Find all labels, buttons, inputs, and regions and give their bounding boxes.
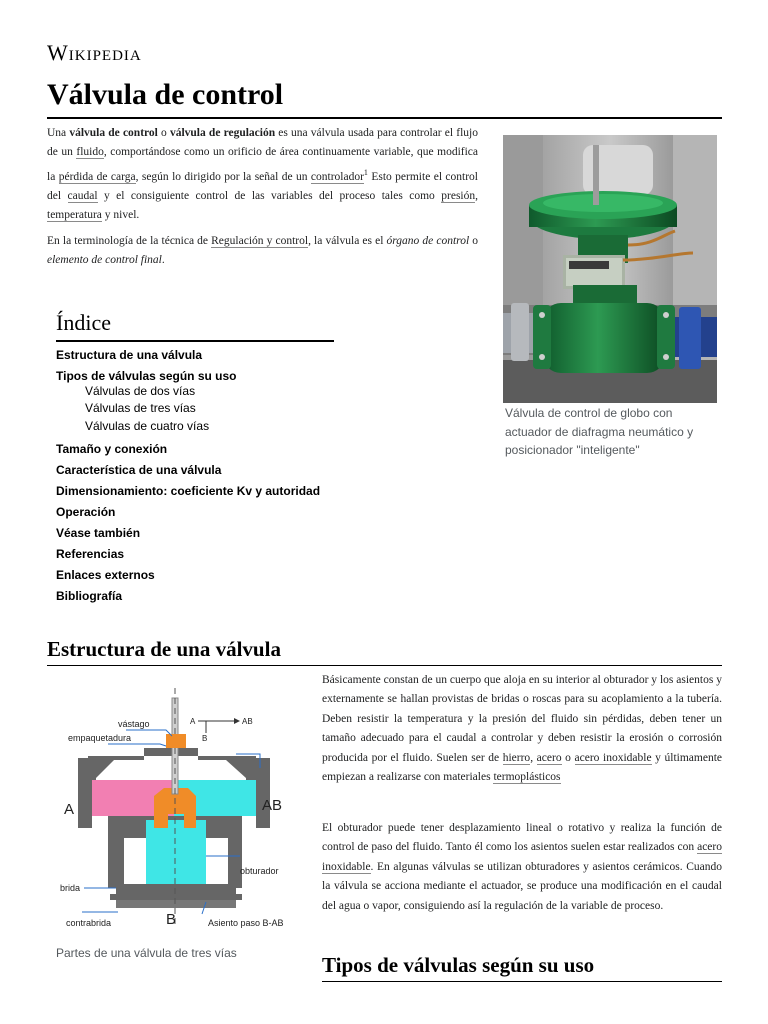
diagram-label-empaquetadura: empaquetadura [68,733,132,743]
link-fluido[interactable]: fluido [76,146,104,159]
toc-divider [56,340,334,342]
section-heading-estructura: Estructura de una válvula [47,637,281,661]
diagram-label-b: B [166,911,177,928]
link-termoplasticos[interactable]: termoplásticos [493,771,561,784]
section1-paragraph-2 [322,819,722,916]
italic-term: elemento de control final [47,254,162,267]
diagram-label-ab: AB [262,797,283,814]
three-way-valve-diagram[interactable] [56,688,296,928]
photo-caption: Válvula de control de globo con actuador de diafragma neumático y posicionador "inteligente" [505,406,694,457]
diagram-inset-b: B [202,734,208,743]
table-of-contents [56,310,336,603]
diagram-label-a: A [64,801,75,818]
link-perdida-de-carga[interactable]: pérdida de carga [58,170,136,183]
toc-title: Índice [56,310,111,335]
text: . [161,254,165,267]
text: o [561,751,575,764]
link-regulacion-y-control[interactable]: Regulación y control [211,235,309,247]
text: , según lo dirigido por la señal de un [135,170,311,183]
section1-paragraph-1 [322,671,722,787]
text: En la terminología de la técnica de [47,235,212,247]
section-divider [47,665,722,666]
toc-subitem-cuatro-vias[interactable]: Válvulas de cuatro vías [85,419,210,433]
toc-subitem-dos-vias[interactable]: Válvulas de dos vías [85,384,196,398]
text: , [530,751,537,764]
text: , comportándose como un orificio de área continuamente variable, que modifica la [47,146,478,183]
text: es una válvula usada para controlar el flujo de un [47,127,478,159]
italic-term: órgano de control [386,235,470,247]
link-acero-inoxidable[interactable]: acero inoxidable [574,751,652,764]
page-title: Válvula de control [47,78,284,111]
toc-item-tipos[interactable]: Tipos de válvulas según su uso [56,369,237,383]
control-valve-photo[interactable] [503,135,717,403]
logo-text: Wikipedia [47,40,142,65]
toc-item-referencias[interactable]: Referencias [56,547,125,561]
toc-item-enlaces[interactable]: Enlaces externos [56,568,155,582]
toc-subitem-tres-vias[interactable]: Válvulas de tres vías [85,401,196,415]
diagram-caption: Partes de una válvula de tres vías [56,946,237,960]
text: y nivel. [101,209,140,222]
toc-item-dimensionamiento[interactable]: Dimensionamiento: coeficiente Kv y autoridad [56,484,321,498]
link-acero-inoxidable[interactable]: acero inoxidable [322,841,722,873]
toc-item-operacion[interactable]: Operación [56,505,116,519]
toc-item-bibliografia[interactable]: Bibliografía [56,589,123,603]
section-heading-tipos: Tipos de válvulas según su uso [322,953,595,977]
text: Una [47,127,70,139]
link-temperatura[interactable]: temperatura [47,209,102,222]
intro-paragraph-1 [47,124,478,226]
text: El obturador puede tener desplazamiento lineal o rotativo y realiza la función de control de paso del fluido. Tanto él como los asientos suelen estar realizados con [322,822,722,854]
diagram-inset-ab: AB [242,717,253,726]
diagram-label-vastago: vástago [118,719,150,729]
text: y el consiguiente control de las variables del proceso tales como [97,190,442,203]
wikipedia-logo[interactable] [47,40,142,66]
text: o [157,127,170,139]
link-caudal[interactable]: caudal [67,190,98,203]
toc-item-estructura[interactable]: Estructura de una válvula [56,348,203,362]
toc-item-tamano[interactable]: Tamaño y conexión [56,442,168,456]
title-divider [47,117,722,119]
text: Básicamente constan de un cuerpo que aloja en su interior al obturador y los asientos y externamente se hallan provistas de bridas o roscas para su acoplamiento a la tubería. Deben resistir la temperatura y la presión del fluido sin pérdidas, deben tener un tamaño adecuado para el caudal a controlar y deben resistir la erosión o corrosión producida por el fluido. Suelen ser de [322,674,722,764]
section-divider [322,981,722,982]
link-hierro[interactable]: hierro [502,751,531,764]
reference-1[interactable]: 1 [363,167,368,177]
toc-item-caracteristica[interactable]: Característica de una válvula [56,463,222,477]
toc-item-vease[interactable]: Véase también [56,526,141,540]
diagram-label-contrabrida: contrabrida [66,918,112,928]
link-presion[interactable]: presión [441,190,476,203]
diagram-label-asiento: Asiento paso B-AB [208,918,284,928]
link-controlador[interactable]: controlador [310,170,364,183]
text: y últimamente empiezan a realizarse con materiales [322,751,723,784]
diagram-inset-a: A [190,717,196,726]
text: o [469,235,479,247]
diagram-label-brida: brida [60,883,81,893]
text: Esto permite el control del [47,170,478,203]
text: , la válvula es el [308,235,387,247]
bold-term: válvula de control [69,127,158,139]
link-acero[interactable]: acero [536,751,562,764]
bold-term: válvula de regulación [169,127,276,139]
text: . En algunas válvulas se utilizan obturadores y asientos cerámicos. Cuando la válvula se acciona mediante el actuador, se produce una modificación en el caudal del agua o vapor, consiguiendo así la regulación de la variable de proceso. [322,860,722,912]
text: , [475,190,478,203]
intro-paragraph-2 [47,232,478,271]
diagram-label-obturador: obturador [240,866,279,876]
